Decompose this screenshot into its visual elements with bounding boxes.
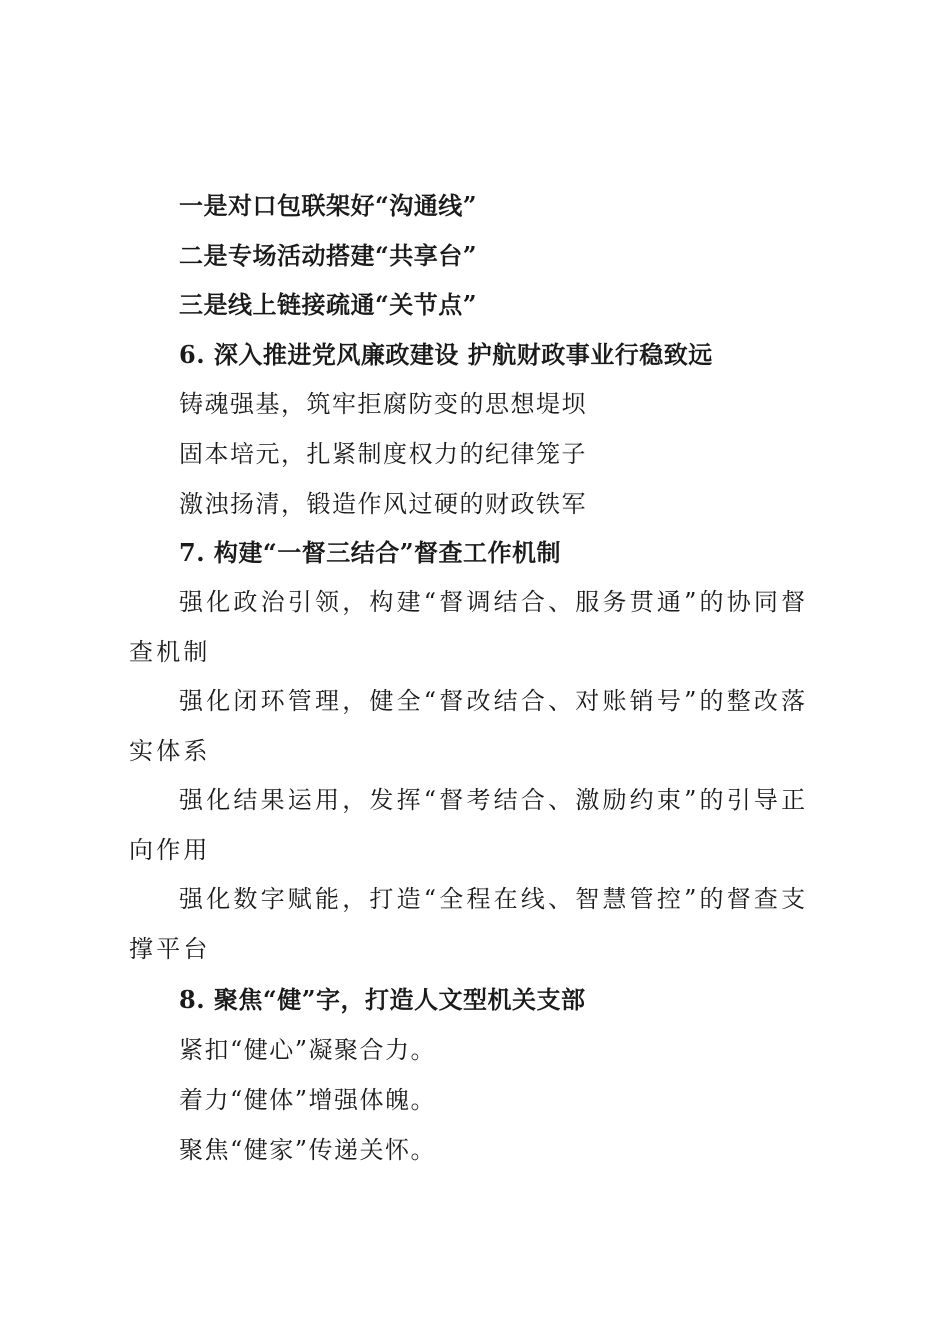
section-heading-6: 6. 深入推进党风廉政建设 护航财政事业行稳致远: [179, 340, 713, 369]
body-paragraph: 强化政治引领，构建“督调结合、服务贯通”的协同督查机制: [129, 588, 809, 666]
heading-communication-line: 一是对口包联架好“沟通线”: [179, 191, 478, 220]
body-line: 固本培元，扎紧制度权力的纪律笼子: [179, 440, 587, 468]
heading-sharing-platform: 二是专场活动搭建“共享台”: [179, 241, 478, 270]
body-paragraph: 强化闭环管理，健全“督改结合、对账销号”的整改落实体系: [129, 687, 809, 765]
body-paragraph: 强化数字赋能，打造“全程在线、智慧管控”的督查支撑平台: [129, 885, 809, 963]
body-line: 铸魂强基，筑牢拒腐防变的思想堤坝: [179, 390, 587, 418]
body-line: 紧扣“健心”凝聚合力。: [179, 1036, 437, 1064]
body-paragraph: 强化结果运用，发挥“督考结合、激励约束”的引导正向作用: [129, 786, 809, 864]
heading-key-node: 三是线上链接疏通“关节点”: [179, 290, 478, 319]
body-line: 激浊扬清，锻造作风过硬的财政铁军: [179, 490, 587, 518]
body-line: 着力“健体”增强体魄。: [179, 1086, 437, 1114]
section-heading-7: 7. 构建“一督三结合”督查工作机制: [179, 538, 562, 567]
section-heading-8: 8. 聚焦“健”字，打造人文型机关支部: [179, 985, 586, 1014]
body-line: 聚焦“健家”传递关怀。: [179, 1136, 437, 1164]
